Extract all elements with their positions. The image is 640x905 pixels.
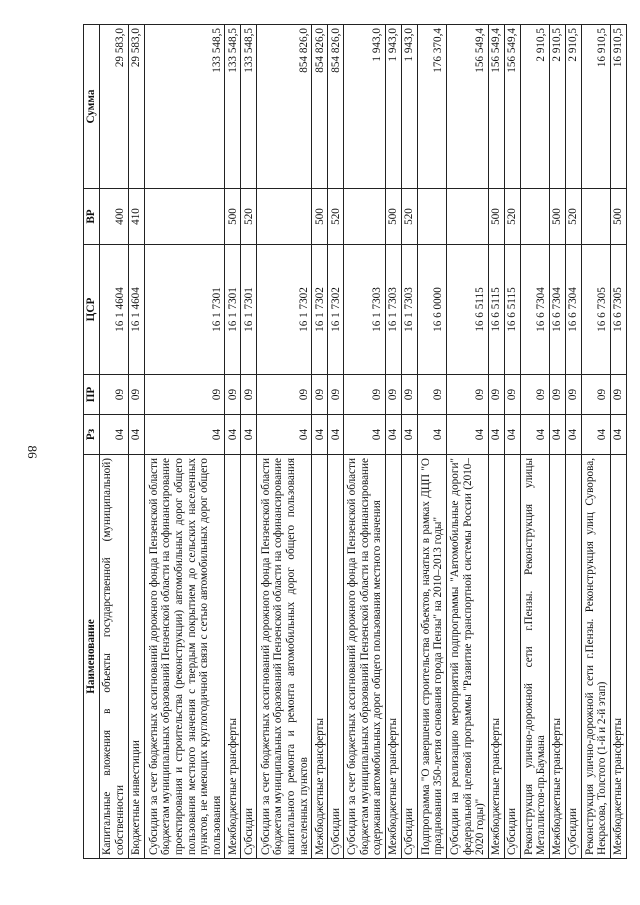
cell-csr: 16 6 5115: [504, 245, 520, 375]
table-row: [549, 25, 565, 859]
cell-pr: 09: [488, 375, 504, 415]
cell-name: Межбюджетные трансферты: [385, 455, 401, 859]
table-row: [257, 25, 312, 859]
table-row: [128, 25, 144, 859]
table-row: [241, 25, 257, 859]
cell-name: Межбюджетные трансферты: [488, 455, 504, 859]
cell-csr: 16 1 4604: [99, 245, 128, 375]
cell-rz: 04: [241, 415, 257, 455]
cell-sum: 29 583,0: [128, 25, 144, 189]
cell-vr: [418, 189, 447, 245]
cell-pr: 09: [610, 375, 626, 415]
table-row: [312, 25, 328, 859]
cell-csr: 16 1 7302: [257, 245, 312, 375]
cell-name: Межбюджетные трансферты: [610, 455, 626, 859]
page-number: 86: [25, 445, 40, 459]
cell-vr: 520: [401, 189, 417, 245]
cell-vr: 520: [565, 189, 581, 245]
cell-vr: 400: [99, 189, 128, 245]
cell-rz: 04: [99, 415, 128, 455]
cell-csr: 16 6 5115: [446, 245, 488, 375]
cell-sum: 133 548,5: [225, 25, 241, 189]
header-vr: ВР: [84, 189, 100, 245]
table-row: [520, 25, 549, 859]
cell-pr: 09: [549, 375, 565, 415]
cell-pr: 09: [99, 375, 128, 415]
cell-rz: 04: [257, 415, 312, 455]
cell-sum: 176 370,4: [418, 25, 447, 189]
cell-name: Субсидии: [241, 455, 257, 859]
cell-name: Межбюджетные трансферты: [312, 455, 328, 859]
cell-name: Капитальные вложения в объекты государственной (муниципальной) собственности: [99, 455, 128, 859]
cell-pr: 09: [565, 375, 581, 415]
table-row: [385, 25, 401, 859]
table-row: [225, 25, 241, 859]
cell-sum: 854 826,0: [257, 25, 312, 189]
cell-sum: 854 826,0: [328, 25, 344, 189]
header-rz: Рз: [84, 415, 100, 455]
cell-sum: 2 910,5: [565, 25, 581, 189]
cell-pr: 09: [128, 375, 144, 415]
table-row: [446, 25, 488, 859]
table-row: [99, 25, 128, 859]
cell-name: Субсидии за счет бюджетных ассигнований дорожного фонда Пензенской области бюджетам муниципальных образований Пензенской области на софинансирование капитального ремонта и ремонта автомобильных дорог общего пользования населенных пунктов: [257, 455, 312, 859]
table-row: [610, 25, 626, 859]
cell-pr: 09: [312, 375, 328, 415]
cell-rz: 04: [520, 415, 549, 455]
cell-vr: [446, 189, 488, 245]
cell-name: Подпрограмма "О завершении строительства объектов, начатых в рамках ДЦП "О праздновании 350-летия основания города Пензы" на 2010–2013 годы": [418, 455, 447, 859]
cell-name: Субсидии: [504, 455, 520, 859]
cell-rz: 04: [128, 415, 144, 455]
table-row: [344, 25, 386, 859]
cell-vr: [257, 189, 312, 245]
cell-rz: 04: [328, 415, 344, 455]
cell-rz: 04: [225, 415, 241, 455]
cell-vr: 520: [504, 189, 520, 245]
cell-rz: 04: [344, 415, 386, 455]
cell-sum: 133 548,5: [241, 25, 257, 189]
cell-vr: 500: [610, 189, 626, 245]
cell-csr: 16 1 7301: [144, 245, 225, 375]
cell-csr: 16 1 7302: [312, 245, 328, 375]
cell-pr: 09: [418, 375, 447, 415]
cell-name: Субсидии: [565, 455, 581, 859]
budget-table: [83, 24, 627, 859]
cell-vr: 500: [549, 189, 565, 245]
cell-name: Реконструкция улично-дорожной сети г.Пензы. Реконструкция улицы Металлистов-пр.Баумана: [520, 455, 549, 859]
cell-name: Субсидии: [328, 455, 344, 859]
cell-csr: 16 1 7302: [328, 245, 344, 375]
cell-vr: [144, 189, 225, 245]
cell-rz: 04: [488, 415, 504, 455]
cell-rz: 04: [610, 415, 626, 455]
table-row: [418, 25, 447, 859]
cell-rz: 04: [312, 415, 328, 455]
cell-sum: 156 549,4: [488, 25, 504, 189]
cell-sum: 29 583,0: [99, 25, 128, 189]
header-pr: ПР: [84, 375, 100, 415]
cell-pr: 09: [385, 375, 401, 415]
cell-rz: 04: [418, 415, 447, 455]
cell-csr: 16 6 0000: [418, 245, 447, 375]
cell-rz: 04: [549, 415, 565, 455]
cell-rz: 04: [504, 415, 520, 455]
table-row: [488, 25, 504, 859]
cell-csr: 16 1 7303: [344, 245, 386, 375]
cell-name: Межбюджетные трансферты: [225, 455, 241, 859]
cell-csr: 16 6 5115: [488, 245, 504, 375]
cell-pr: 09: [520, 375, 549, 415]
cell-csr: 16 6 7304: [565, 245, 581, 375]
cell-csr: 16 6 7305: [581, 245, 610, 375]
cell-sum: 156 549,4: [446, 25, 488, 189]
cell-pr: 09: [344, 375, 386, 415]
cell-sum: 854 826,0: [312, 25, 328, 189]
cell-pr: 09: [241, 375, 257, 415]
header-csr: ЦСР: [84, 245, 100, 375]
cell-pr: 09: [581, 375, 610, 415]
cell-vr: 500: [488, 189, 504, 245]
cell-vr: [520, 189, 549, 245]
table-body: [99, 25, 626, 859]
cell-csr: 16 6 7304: [520, 245, 549, 375]
table-row: [565, 25, 581, 859]
cell-pr: 09: [225, 375, 241, 415]
cell-csr: 16 1 7303: [401, 245, 417, 375]
cell-vr: 500: [312, 189, 328, 245]
cell-rz: 04: [144, 415, 225, 455]
cell-pr: 09: [504, 375, 520, 415]
cell-vr: 520: [241, 189, 257, 245]
header-name: Наименование: [84, 455, 100, 859]
budget-table-wrapper: [83, 25, 627, 859]
cell-vr: [581, 189, 610, 245]
table-row: [328, 25, 344, 859]
cell-sum: 16 910,5: [581, 25, 610, 189]
cell-pr: 09: [144, 375, 225, 415]
cell-sum: 2 910,5: [520, 25, 549, 189]
table-row: [504, 25, 520, 859]
table-row: [144, 25, 225, 859]
cell-pr: 09: [401, 375, 417, 415]
cell-csr: 16 6 7305: [610, 245, 626, 375]
cell-rz: 04: [446, 415, 488, 455]
cell-csr: 16 1 7301: [225, 245, 241, 375]
cell-name: Реконструкция улично-дорожной сети г.Пензы. Реконструкция улиц Суворова, Некрасова, Толстого (1-й и 2-й этап): [581, 455, 610, 859]
table-row: [581, 25, 610, 859]
cell-pr: 09: [328, 375, 344, 415]
cell-csr: 16 1 4604: [128, 245, 144, 375]
cell-vr: 500: [225, 189, 241, 245]
cell-csr: 16 1 7303: [385, 245, 401, 375]
cell-sum: 1 943,0: [344, 25, 386, 189]
cell-name: Субсидии за счет бюджетных ассигнований дорожного фонда Пензенской области бюджетам муниципальных образований Пензенской области на софинансирование проектирования и строительства (реконструкции) автомобильных дорог общего пользования местного значения с твердым покрытием до сельских населенных пунктов, не имеющих круглогодичной связи с сетью автомобильных дорог общего пользования: [144, 455, 225, 859]
cell-name: Субсидии за счет бюджетных ассигнований дорожного фонда Пензенской области бюджетам муниципальных образований Пензенской области на софинансирование содержания автомобильных дорог общего пользования местного значения: [344, 455, 386, 859]
cell-rz: 04: [401, 415, 417, 455]
table-header-row: [84, 25, 100, 859]
cell-rz: 04: [565, 415, 581, 455]
cell-name: Бюджетные инвестиции: [128, 455, 144, 859]
cell-pr: 09: [446, 375, 488, 415]
table-row: [401, 25, 417, 859]
cell-vr: 500: [385, 189, 401, 245]
cell-sum: 133 548,5: [144, 25, 225, 189]
cell-rz: 04: [385, 415, 401, 455]
cell-rz: 04: [581, 415, 610, 455]
cell-name: Межбюджетные трансферты: [549, 455, 565, 859]
cell-sum: 16 910,5: [610, 25, 626, 189]
cell-sum: 2 910,5: [549, 25, 565, 189]
cell-name: Субсидии на реализацию мероприятий подпрограммы "Автомобильные дороги" федеральной целевой программы "Развитие транспортной системы России (2010–2020 годы)": [446, 455, 488, 859]
cell-sum: 1 943,0: [385, 25, 401, 189]
cell-vr: [344, 189, 386, 245]
cell-sum: 156 549,4: [504, 25, 520, 189]
cell-sum: 1 943,0: [401, 25, 417, 189]
cell-name: Субсидии: [401, 455, 417, 859]
header-sum: Сумма: [84, 25, 100, 189]
cell-vr: 520: [328, 189, 344, 245]
cell-vr: 410: [128, 189, 144, 245]
cell-csr: 16 6 7304: [549, 245, 565, 375]
cell-pr: 09: [257, 375, 312, 415]
cell-csr: 16 1 7301: [241, 245, 257, 375]
